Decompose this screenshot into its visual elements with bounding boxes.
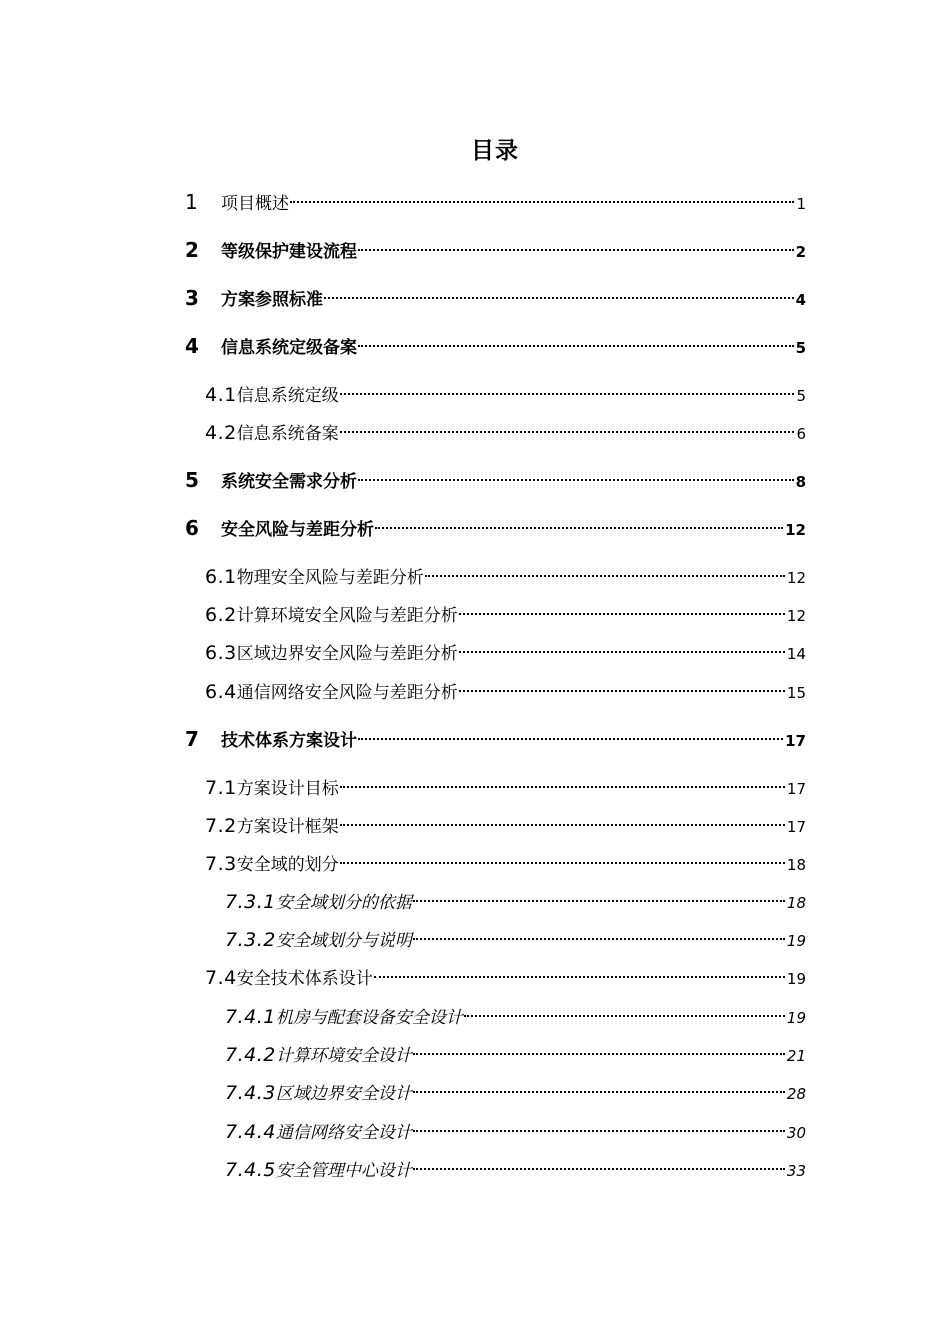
toc-entry-number: 6.2 [205,604,237,626]
toc-entry-page: 4 [795,291,806,309]
toc-dot-leader [340,413,795,439]
toc-entry[interactable] [225,920,806,951]
toc-entry-label: 区域边界安全风险与差距分析 [236,644,458,664]
toc-dot-leader [413,1035,785,1061]
toc-entry-page: 18 [786,894,806,912]
toc-entry-number: 1 [185,190,198,214]
toc-entry-label: 方案设计目标 [236,779,339,799]
toc-entry-number: 4 [185,334,199,358]
toc-entry-number: 7 [185,727,199,751]
toc-entry-page: 17 [786,818,806,836]
toc-entry-page: 18 [786,856,806,874]
toc-entry[interactable] [205,557,806,588]
toc-entry-number: 7.1 [205,777,237,799]
toc-entry-label: 通信网络安全设计 [275,1123,412,1143]
toc-entry[interactable] [185,183,806,214]
toc-entry-page: 15 [786,684,806,702]
toc-entry-number: 7.4.4 [225,1121,276,1143]
toc-entry-label: 计算环境安全设计 [275,1046,412,1066]
toc-dot-leader [464,997,785,1023]
toc-entry-page: 5 [795,339,806,357]
toc-dot-leader [413,1150,785,1176]
toc-entry-label: 机房与配套设备安全设计 [275,1008,463,1028]
toc-entry[interactable] [205,768,806,799]
toc-entry-label: 计算环境安全风险与差距分析 [236,606,458,626]
toc-entry-number: 7.4.5 [225,1159,276,1181]
toc-dot-leader [459,595,785,621]
toc-entry-page: 19 [786,970,806,988]
toc-entry-page: 12 [786,607,806,625]
toc-entry-label: 信息系统定级备案 [221,338,357,358]
toc-dot-leader [340,844,785,870]
toc-entry[interactable] [185,279,806,310]
toc-dot-leader [425,557,785,583]
toc-entry-number: 4.2 [205,422,237,444]
toc-entry[interactable] [205,375,806,406]
toc-entry-number: 7.3 [205,853,237,875]
toc-entry-page: 19 [786,932,806,950]
toc-entry-page: 30 [786,1124,806,1142]
toc-entry[interactable] [205,806,806,837]
toc-entry-page: 21 [786,1047,806,1065]
toc-entry-page: 2 [795,243,806,261]
toc-entry-label: 安全域划分与说明 [275,931,412,951]
toc-entry-label: 安全域的划分 [236,855,339,875]
toc-dot-leader [459,672,785,698]
toc-entry-number: 7.3.1 [225,891,276,913]
toc-dot-leader [375,509,783,535]
toc-entry-label: 安全风险与差距分析 [221,520,374,540]
toc-entry-page: 8 [795,473,806,491]
toc-entry-page: 1 [796,195,806,213]
toc-entry-page: 17 [786,780,806,798]
toc-entry-label: 信息系统定级 [236,386,339,406]
toc-dot-leader [358,461,794,487]
toc-entry[interactable] [225,1035,806,1066]
toc-title: 目录 [471,138,519,164]
toc-entry-label: 项目概述 [221,194,289,214]
toc-entry-number: 7.2 [205,815,237,837]
toc-entry-page: 5 [796,387,806,405]
toc-entry[interactable] [225,997,806,1028]
toc-entry[interactable] [205,958,806,989]
toc-entry-number: 6.4 [205,681,237,703]
toc-entry[interactable] [205,633,806,664]
toc-entry[interactable] [185,461,806,492]
toc-entry[interactable] [205,672,806,703]
toc-entry-label: 区域边界安全设计 [275,1084,412,1104]
toc-entry-label: 信息系统备案 [236,424,339,444]
toc-entry-page: 12 [786,569,806,587]
toc-entry-label: 等级保护建设流程 [221,242,357,262]
toc-entry-label: 方案设计框架 [236,817,339,837]
toc-entry-number: 6.1 [205,566,237,588]
toc-entry-page: 28 [786,1085,806,1103]
toc-entry[interactable] [185,509,806,540]
toc-dot-leader [340,375,795,401]
toc-entry-number: 6.3 [205,642,237,664]
toc-entry[interactable] [225,1150,806,1181]
toc-dot-leader [413,920,785,946]
toc-entry[interactable] [205,595,806,626]
toc-dot-leader [374,958,785,984]
toc-entry-number: 5 [185,468,199,492]
toc-entry[interactable] [205,413,806,444]
toc-entry-label: 安全域划分的依据 [275,893,412,913]
toc-entry-page: 17 [785,732,806,750]
toc-entry[interactable] [225,1112,806,1143]
toc-entry-label: 安全管理中心设计 [275,1161,412,1181]
toc-entry-page: 33 [786,1162,806,1180]
toc-entry-number: 7.4.2 [225,1044,276,1066]
toc-dot-leader [358,720,783,746]
toc-dot-leader [290,183,794,209]
toc-entry-label: 通信网络安全风险与差距分析 [236,683,458,703]
toc-dot-leader [340,768,785,794]
toc-entry-page: 19 [786,1009,806,1027]
toc-entry-label: 方案参照标准 [221,290,323,310]
toc-entry-number: 7.4 [205,967,237,989]
toc-dot-leader [459,633,785,659]
toc-dot-leader [358,231,794,257]
toc-dot-leader [413,1112,785,1138]
toc-entry-page: 14 [786,645,806,663]
toc-dot-leader [340,806,785,832]
toc-dot-leader [324,279,794,305]
toc-entry[interactable] [225,1073,806,1104]
toc-entry[interactable] [225,882,806,913]
toc-entry-number: 4.1 [205,384,237,406]
toc-entry-number: 2 [185,238,199,262]
toc-entry[interactable] [185,327,806,358]
toc-entry[interactable] [185,720,806,751]
toc-entry-number: 7.3.2 [225,929,276,951]
toc-dot-leader [413,1073,785,1099]
toc-entry-label: 物理安全风险与差距分析 [236,568,424,588]
toc-dot-leader [413,882,785,908]
toc-entry[interactable] [185,231,806,262]
toc-entry-page: 12 [785,521,806,539]
toc-entry-number: 3 [185,286,199,310]
toc-entry-number: 7.4.1 [225,1006,276,1028]
toc-entry-number: 7.4.3 [225,1082,276,1104]
toc-entry[interactable] [205,844,806,875]
toc-entry-label: 技术体系方案设计 [221,731,357,751]
toc-entry-page: 6 [796,425,806,443]
toc-entry-number: 6 [185,516,199,540]
toc-entry-label: 系统安全需求分析 [221,472,357,492]
toc-entry-label: 安全技术体系设计 [236,969,373,989]
toc-dot-leader [358,327,794,353]
